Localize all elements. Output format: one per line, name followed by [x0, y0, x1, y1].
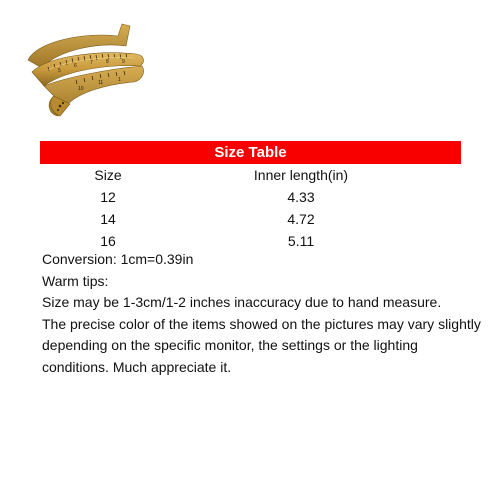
ruler-number: 9: [122, 59, 125, 65]
conversion-text: Conversion: 1cm=0.39in: [42, 251, 194, 267]
tip-color-disclaimer: The precise color of the items showed on the pictures may vary slightly depending on the specific monitor, the settings or the lighting conditions. Much appreciate it.: [42, 315, 481, 375]
tape-measure-bracelet-image: [18, 20, 148, 125]
notes-section: [42, 249, 487, 378]
tip-hand-measure: Size may be 1-3cm/1-2 inches inaccuracy due to hand measure.: [42, 294, 442, 310]
table-header-row: [40, 164, 461, 186]
ruler-number: 8: [106, 59, 109, 65]
size-table: [40, 141, 461, 252]
length-cell: 4.33: [287, 189, 315, 205]
ruler-number: 11: [98, 80, 104, 86]
size-table-title: Size Table: [40, 141, 461, 164]
ruler-number: 10: [78, 86, 84, 92]
ruler-number: 5: [58, 68, 61, 74]
warm-tips-heading: Warm tips:: [42, 272, 109, 289]
length-cell: 4.72: [287, 211, 315, 227]
table-row: [40, 186, 461, 208]
size-cell: 12: [100, 189, 116, 205]
ruler-number: 6: [74, 63, 77, 69]
length-cell: 5.11: [287, 233, 315, 249]
table-row: [40, 208, 461, 230]
ruler-number: 7: [90, 60, 93, 66]
column-header-inner-length: Inner length(in): [253, 167, 349, 183]
ruler-number: 1: [118, 77, 121, 83]
size-cell: 14: [100, 211, 116, 227]
size-cell: 16: [100, 233, 116, 249]
column-header-size: Size: [94, 167, 122, 183]
